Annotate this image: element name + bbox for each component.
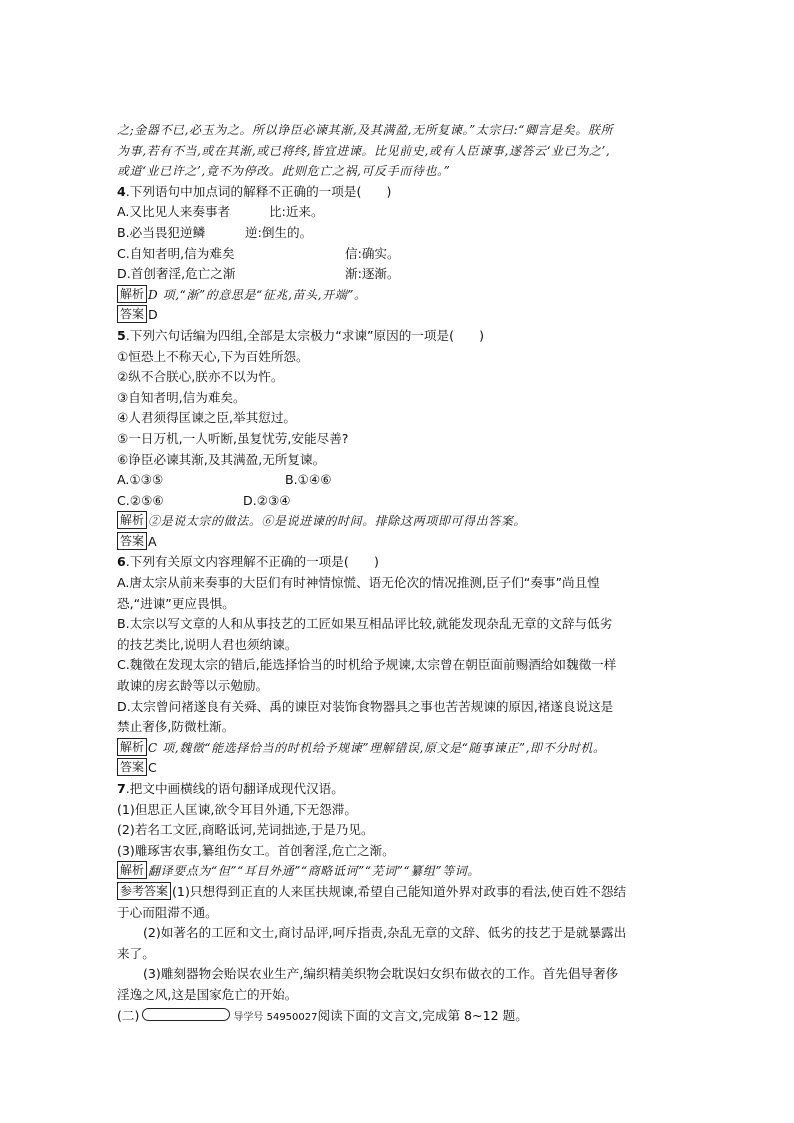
reference-answer-tag: 参考答案	[117, 882, 171, 900]
question-stem: .下列语句中加点词的解释不正确的一项是( )	[125, 183, 392, 199]
analysis-tag: 解析	[117, 738, 147, 756]
section-2-heading: (二) 导学号 54950027阅读下面的文言文,完成第 8~12 题。	[117, 1007, 528, 1023]
reference-answer-2: (2)如著名的工匠和文士,商讨品评,呵斥指责,杂乱无章的文辞、低劣的技艺于是就暴露出	[143, 925, 627, 941]
list-item: (1)但思正人匡谏,欲令耳目外通,下无怨滞。	[117, 801, 357, 817]
option-d: D.首创奢淫,危亡之渐 渐:逐渐。	[117, 266, 400, 282]
passage	[117, 120, 677, 182]
option-a-cont: 恐,“进谏”更应畏惧。	[117, 595, 235, 611]
question-number: 4	[117, 183, 126, 199]
option-c: C.魏徵在发现太宗的错后,能选择恰当的时机给予规谏,太宗曾在朝臣面前赐酒给如魏徵一样	[117, 657, 617, 673]
question-stem: .下列六句话编为四组,全部是太宗极力“求谏”原因的一项是( )	[125, 327, 485, 343]
choices-row-1: A.①③⑤ B.①④⑥	[117, 472, 332, 488]
analysis-tag: 解析	[117, 861, 147, 879]
answer: 答案 D	[117, 305, 677, 326]
reference-answer-2-cont: 来了。	[117, 945, 155, 961]
analysis-tag: 解析	[117, 285, 147, 303]
analysis: 解析 D 项,“渐”的意思是“征兆,苗头,开端”。	[117, 285, 677, 306]
reference-answer: 参考答案 (1)只想得到正直的人来匡扶规谏,希望自己能知道外界对政事的看法,使百姓不怨结	[117, 882, 677, 903]
option-b: B.必当畏犯逆鳞 逆:倒生的。	[117, 224, 313, 240]
guide-number-box	[142, 1008, 230, 1021]
question-6	[117, 552, 677, 779]
question-stem: .把文中画横线的语句翻译成现代汉语。	[125, 781, 344, 796]
list-item: (2)若名工文匠,商略诋诃,芜词拙迹,于是乃见。	[117, 822, 374, 838]
question-number: 7	[117, 781, 126, 796]
question-number: 5	[117, 327, 126, 343]
guide-number: 导学号 54950027	[233, 1011, 318, 1023]
answer: 答案 C	[117, 758, 677, 779]
option-b-cont: 的技艺类比,说明人君也须纳谏。	[117, 636, 298, 652]
passage-line: 或道‘业已许之’,竟不为停改。此则危亡之祸,可反手而待也。”	[117, 164, 451, 179]
reference-answer-cont: 于心而阻滞不通。	[117, 904, 218, 920]
list-item: ①恒恐上不称天心,下为百姓所怨。	[117, 348, 309, 364]
document-page	[117, 120, 677, 1028]
question-stem: .下列有关原文内容理解不正确的一项是( )	[125, 554, 379, 570]
analysis: 解析 ②是说太宗的做法。⑥是说进谏的时间。排除这两项即可得出答案。	[117, 511, 677, 532]
reference-answer-3-cont: 淫逸之风,这是国家危亡的开始。	[117, 986, 298, 1002]
passage-line: 之;金器不已,必玉为之。所以诤臣必谏其渐,及其满盈,无所复谏。”太宗曰:“卿言是矣。朕所	[117, 123, 614, 137]
question-5	[117, 326, 677, 553]
option-d-cont: 禁止奢侈,防微杜渐。	[117, 719, 235, 735]
analysis-tag: 解析	[117, 511, 147, 529]
option-a: A.唐太宗从前来奏事的大臣们有时神情惊慌、语无伦次的情况推测,臣子们“奏事”尚且惶	[117, 575, 600, 591]
option-c: C.自知者明,信为难矣 信:确实。	[117, 245, 400, 261]
option-b: B.太宗以写文章的人和从事技艺的工匠如果互相品评比较,就能发现杂乱无章的文辞与低劣	[117, 616, 613, 632]
question-4	[117, 182, 677, 326]
answer-tag: 答案	[117, 532, 147, 550]
passage-line: 为事,若有不当,或在其渐,或已将终,皆宜进谏。比见前史,或有人臣谏事,遂答云‘业已为之’,	[117, 143, 611, 158]
answer-tag: 答案	[117, 305, 147, 323]
list-item: ④人君须得匡谏之臣,举其愆过。	[117, 410, 297, 426]
list-item: ③自知者明,信为难矣。	[117, 389, 246, 405]
analysis: 解析 C 项,魏徵“能选择恰当的时机给予规谏”理解错误,原文是“随事谏正”,即不分时机。	[117, 738, 677, 759]
reference-answer-3: (3)雕刻器物会贻误农业生产,编织精美织物会耽误妇女织布做衣的工作。首先倡导奢侈	[143, 966, 619, 982]
list-item: ⑥诤臣必谏其渐,及其满盈,无所复谏。	[117, 451, 326, 467]
choices-row-2: C.②⑤⑥ D.②③④	[117, 492, 291, 508]
option-c-cont: 敢谏的房玄龄等以示勉励。	[117, 678, 269, 694]
answer-tag: 答案	[117, 758, 147, 776]
list-item: ②纵不合朕心,朕亦不以为忤。	[117, 369, 284, 385]
analysis: 解析 翻译要点为“但”“耳目外通”“商略诋诃”“芜词”“纂组”等词。	[117, 861, 677, 882]
list-item: (3)雕琢害农事,纂组伤女工。首创奢淫,危亡之渐。	[117, 842, 395, 858]
option-a: A.又比见人来奏事者 比:近来。	[117, 204, 324, 220]
question-number: 6	[117, 554, 126, 570]
option-d: D.太宗曾问褚遂良有关舜、禹的谏臣对装饰食物器具之事也苦苦规谏的原因,褚遂良说这是	[117, 698, 614, 714]
question-7	[117, 779, 677, 1006]
answer: 答案 A	[117, 532, 677, 553]
list-item: ⑤一日万机,一人听断,虽复忧劳,安能尽善?	[117, 430, 349, 446]
